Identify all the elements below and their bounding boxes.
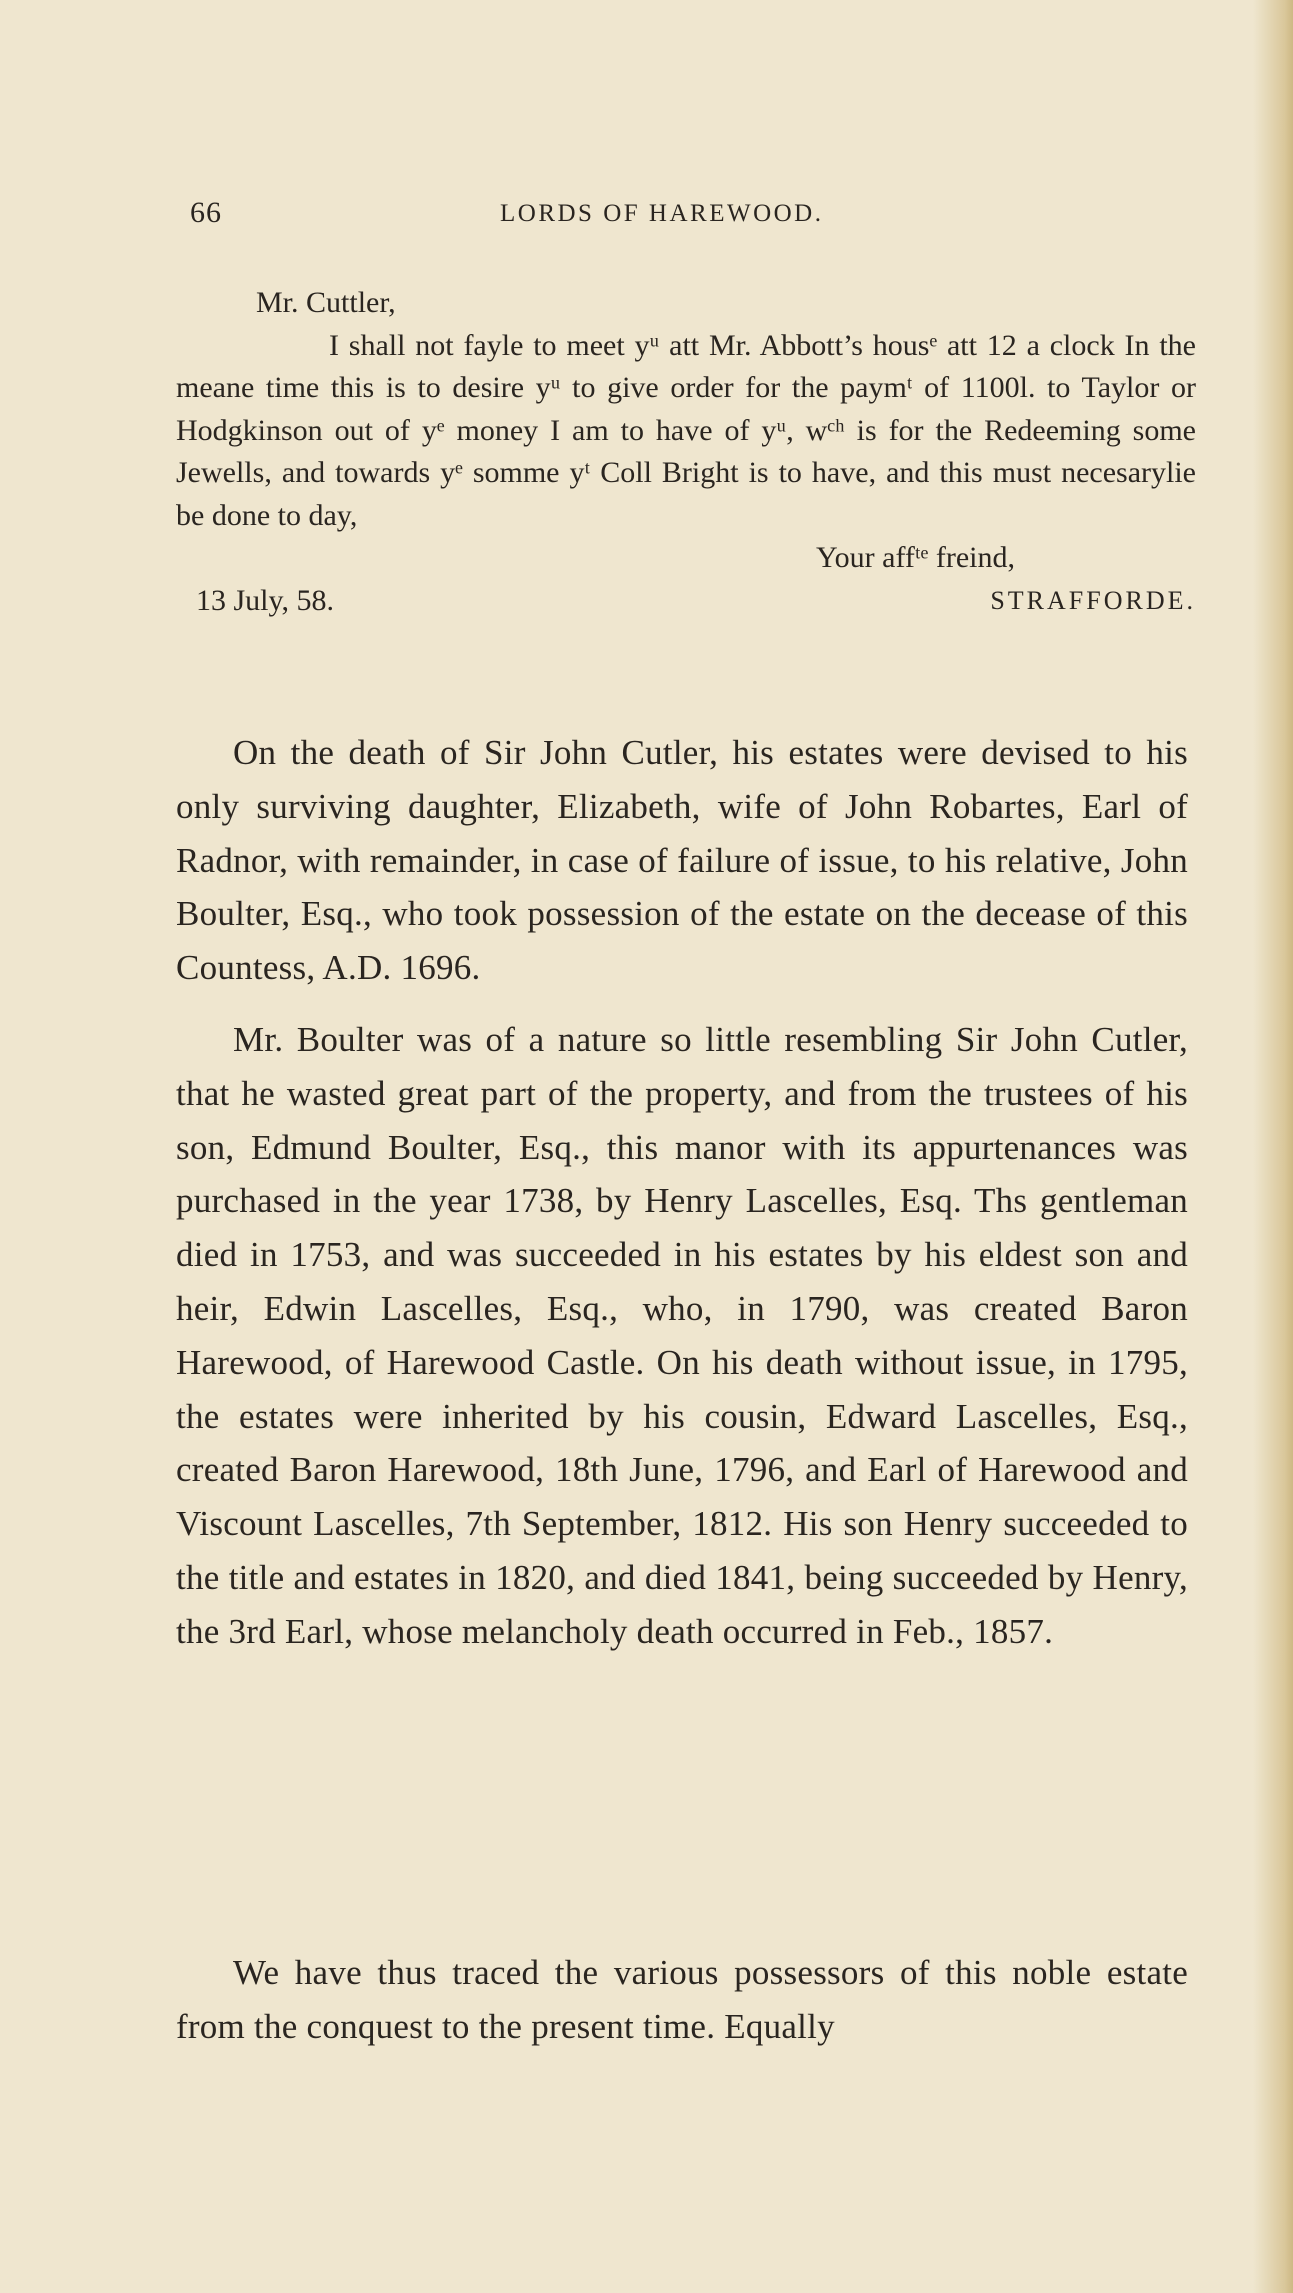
- paragraph-text: Mr. Boulter was of a nature so little resembling Sir John Cutler, that he wasted great part of the property, and from the trustees of his son, Edmund Boulter, Esq., this manor with its appurtenances was purchased in the year 1738, by Henry Lascelles, Esq. Ths gentleman died in 1753, and was succeeded in his estates by his eldest son and heir, Edwin Lascelles, Esq., who, in 1790, was created Baron Harewood, of Harewood Castle. On his death without issue, in 1795, the estates were inherited by his cousin, Edward Lascelles, Esq., created Baron Harewood, 18th June, 1796, and Earl of Harewood and Viscount Lascelles, 7th September, 1812. His son Henry succeeded to the title and estates in 1820, and died 1841, being succeeded by Henry, the 3rd Earl, whose melancholy death occurred in Feb., 1857.: [176, 1020, 1188, 1651]
- letter-signature: STRAFFORDЕ.: [990, 585, 1196, 615]
- letter-closing: Your affᵗᵉ freind,: [816, 541, 1015, 574]
- page-number: 66: [190, 196, 222, 229]
- body-paragraph-1: [176, 726, 1188, 995]
- letter-body: I shall not fayle to meet yᵘ att Mr. Abbott’s housᵉ att 12 a clock In the meane time this is to desire yᵘ to give order for the paymᵗ of 1100l. to Taylor or Hodgkinson out of yᵉ money I am to have of yᵘ, wᶜʰ is for the Redeeming some Jewells, and towards yᵉ somme yᵗ Coll Bright is to have, and this must necesarylie be done to day,: [176, 328, 1196, 532]
- letter-date-signature-row: [176, 580, 1196, 623]
- letter-date: 13 July, 58.: [196, 583, 335, 617]
- body-paragraph-3: [176, 1946, 1188, 2054]
- running-title: LORDS OF HAREWOOD.: [500, 200, 824, 227]
- body-paragraph-2: [176, 1013, 1188, 1659]
- letter-salutation: Mr. Cuttler,: [256, 286, 396, 319]
- page-edge-shadow: [1253, 0, 1293, 2293]
- quoted-letter: [176, 282, 1196, 622]
- paragraph-text: On the death of Sir John Cutler, his estates were devised to his only surviving daughter, Elizabeth, wife of John Robartes, Earl of Radnor, with remainder, in case of failure of issue, to his relative, John Boulter, Esq., who took possession of the estate on the decease of this Countess, A.D. 1696.: [176, 733, 1188, 988]
- paragraph-text: We have thus traced the various possessors of this noble estate from the conquest to the present time. Equally: [176, 1953, 1188, 2046]
- page-header: [190, 196, 1190, 246]
